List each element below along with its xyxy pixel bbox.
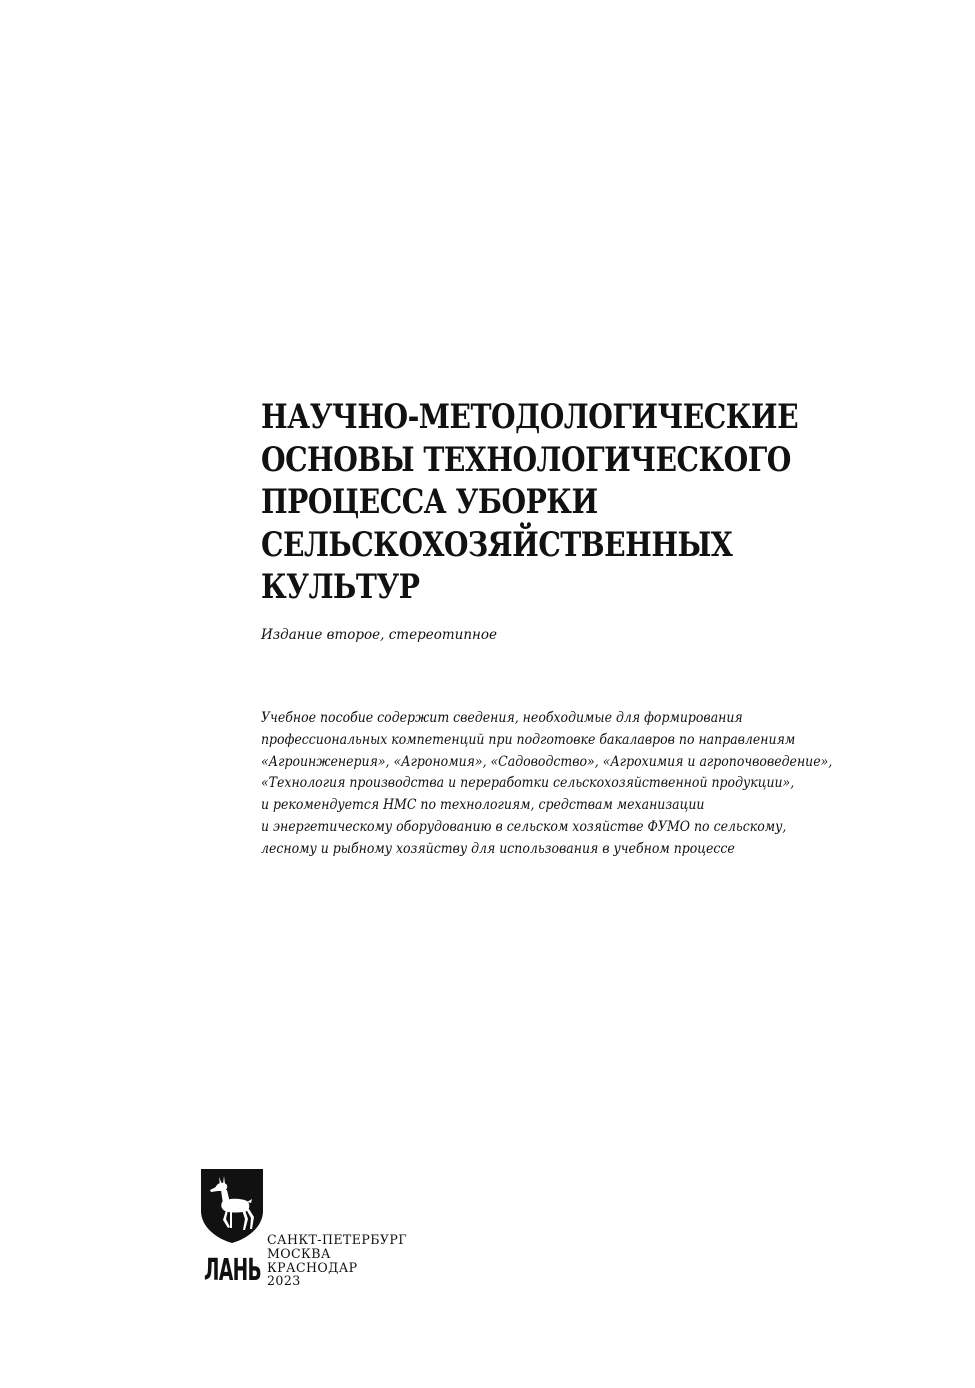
city-name: МОСКВА [267, 1245, 331, 1261]
annotation-line: профессиональных компетенций при подготовке бакалавров по направлениям [261, 731, 796, 748]
annotation-line: лесному и рыбному хозяйству для использования в учебном процессе [261, 840, 735, 857]
title-line: СЕЛЬСКОХОЗЯЙСТВЕННЫХ [261, 524, 733, 565]
annotation-paragraph [261, 708, 951, 861]
publisher-cities [267, 1233, 407, 1288]
publisher-logo [199, 1167, 265, 1295]
city-name: САНКТ-ПЕТЕРБУРГ [267, 1232, 407, 1247]
annotation-line: Учебное пособие содержит сведения, необходимые для формирования [261, 710, 743, 726]
title-line: ОСНОВЫ ТЕХНОЛОГИЧЕСКОГО [261, 439, 791, 480]
logo-wordmark: ЛАНЬ [204, 1253, 262, 1288]
publication-year: 2023 [267, 1273, 301, 1289]
annotation-line: «Агроинженерия», «Агрономия», «Садоводство», «Агрохимия и агропочвоведение», [261, 753, 833, 770]
annotation-line: и энергетическому оборудованию в сельском хозяйстве ФУМО по сельскому, [261, 818, 787, 835]
title-line: КУЛЬТУР [261, 567, 420, 607]
title-line: НАУЧНО-МЕТОДОЛОГИЧЕСКИЕ [261, 397, 799, 437]
annotation-line: и рекомендуется НМС по технологиям, средствам механизации [261, 797, 705, 814]
edition-note: Издание второе, стереотипное [261, 627, 498, 643]
city-name: КРАСНОДАР [267, 1259, 358, 1275]
book-title [261, 396, 921, 609]
annotation-line: «Технология производства и переработки сельскохозяйственной продукции», [261, 775, 795, 792]
title-line: ПРОЦЕССА УБОРКИ [261, 482, 598, 522]
